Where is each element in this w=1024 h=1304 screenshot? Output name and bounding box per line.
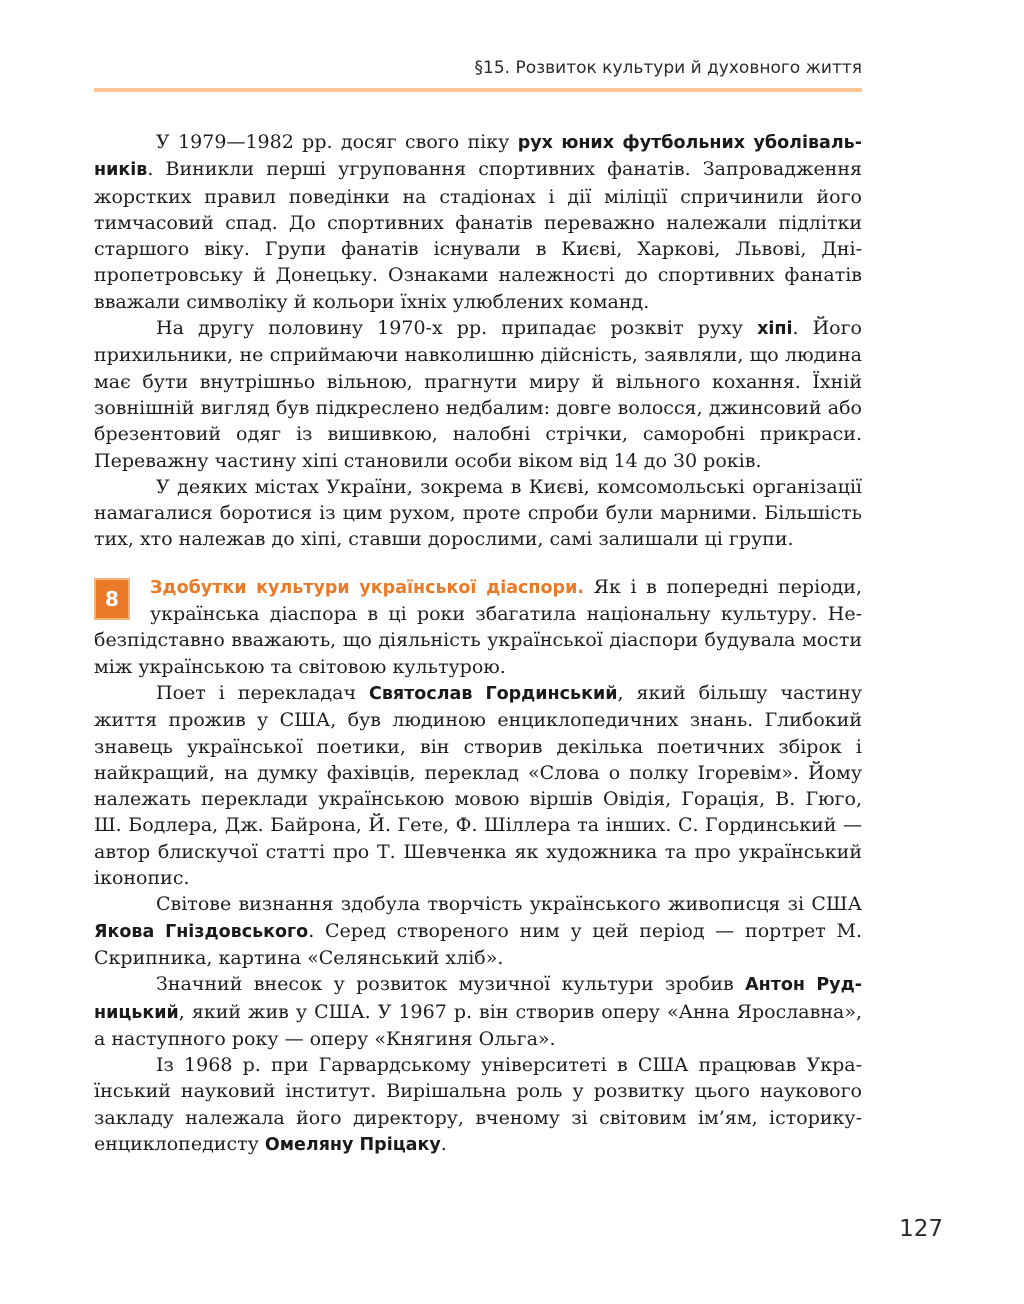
paragraph-text: Із 1968 р. при Гарвардському університеті в США працював Український науковий інститут. Вирішальна роль у розвитку цього наукового закладу належала його директору, вченому зі світовим ім’ям, історику-енциклопедисту: [94, 1054, 862, 1155]
paragraphs-before: [94, 129, 862, 553]
paragraph-text: . Серед створеного ним у цей період — портрет М. Скрипника, картина «Селянський хліб».: [94, 919, 863, 969]
keyword-term: рух юних футбольних уболівальників: [94, 133, 862, 181]
running-header: §15. Розвиток культури й духовного життя: [474, 58, 862, 78]
page-number: 127: [899, 1216, 943, 1242]
paragraph-text: . Його прихильники, не сприймаючи навколишню дійсність, заявляли, що людина має бути внутрішньо вільною, прагнути миру й вільного кохання. Їхній зовнішній вигляд був підкреслено недбалим: довге волосся, джинсовий або брезентовий одяг із вишивкою, налобні стрічки, саморобні прикраси. Переважну частину хіпі становили особи віком від 14 до 30 років.: [94, 317, 862, 472]
paragraphs-after: [94, 680, 862, 1158]
header-divider: [94, 88, 862, 92]
paragraph-text: , який більшу частину життя прожив у США, був людиною енциклопедичних знань. Глибокий знавець української поетики, він створив декілька поетичних збірок і найкращий, на думку фахівців, переклад «Слова о полку Ігоревім». Йому належать переклади українською мовою віршів Овідія, Горація, В. Гюго, Ш. Бодлера, Дж. Байрона, Й. Гете, Ф. Шіллера та інших. С. Гординський — автор блискучої статті про Т. Шевченка як художника та про український іконопис.: [94, 681, 862, 890]
section-intro-text: Як і в попередні періоди, українська діаспора в ці роки збагатила національну культуру. Небезпідставно вважають, що діяльність української діаспори будувала мости між українською та світовою культурою.: [94, 575, 862, 678]
section-number-badge: 8: [94, 578, 130, 620]
paragraph: [94, 891, 862, 971]
paragraph: [94, 129, 862, 315]
paragraph-text: Значний внесок у розвиток музичної культури зробив: [156, 973, 746, 996]
paragraph: [94, 680, 862, 891]
paragraph: [94, 1052, 862, 1158]
keyword-term: Якова Гніздовського: [94, 921, 309, 942]
paragraph-text: У деяких містах України, зокрема в Києві, комсомольські організації намагалися боротися із цим рухом, проте спроби були марними. Більшість тих, хто належав до хіпі, ставши дорослими, самі залишали ці групи.: [94, 475, 862, 551]
paragraph-text: Світове визнання здобула творчість українського живописця зі США: [156, 893, 862, 916]
section-title: Здобутки культури української діаспори.: [150, 577, 584, 598]
paragraph-text: Поет і перекладач: [156, 681, 369, 704]
paragraph: [94, 971, 862, 1052]
section-8: [94, 574, 862, 680]
paragraph: [94, 474, 862, 553]
keyword-term: Антон Рудницький: [94, 975, 862, 1023]
section-intro-paragraph: [94, 574, 862, 680]
paragraph-text: .: [440, 1132, 447, 1155]
paragraph: [94, 315, 862, 474]
paragraph-text: , який жив у США. У 1967 р. він створив оперу «Анна Ярославна», а наступного року — оперу «Княгиня Ольга».: [94, 1000, 862, 1050]
keyword-term: Святослав Гординський: [369, 683, 618, 704]
keyword-term: Омеляну Пріцаку: [264, 1134, 441, 1155]
page-content: [94, 129, 862, 1158]
paragraph-text: У 1979—1982 рр. досяг свого піку: [156, 131, 518, 153]
paragraph-text: . Виникли перші угруповання спортивних фанатів. Запровадження жорстких правил поведінки на стадіонах і дії міліції спричинили його тимчасовий спад. До спортивних фанатів переважно належали підлітки старшого віку. Групи фанатів існували в Києві, Харкові, Львові, Дніпропетровську й Донецьку. Ознаками належності до спортивних фанатів вважали символіку й кольори їхніх улюблених команд.: [94, 158, 862, 313]
paragraph-text: На другу половину 1970-х рр. припадає розквіт руху: [156, 317, 758, 340]
keyword-term: хіпі: [757, 319, 793, 340]
